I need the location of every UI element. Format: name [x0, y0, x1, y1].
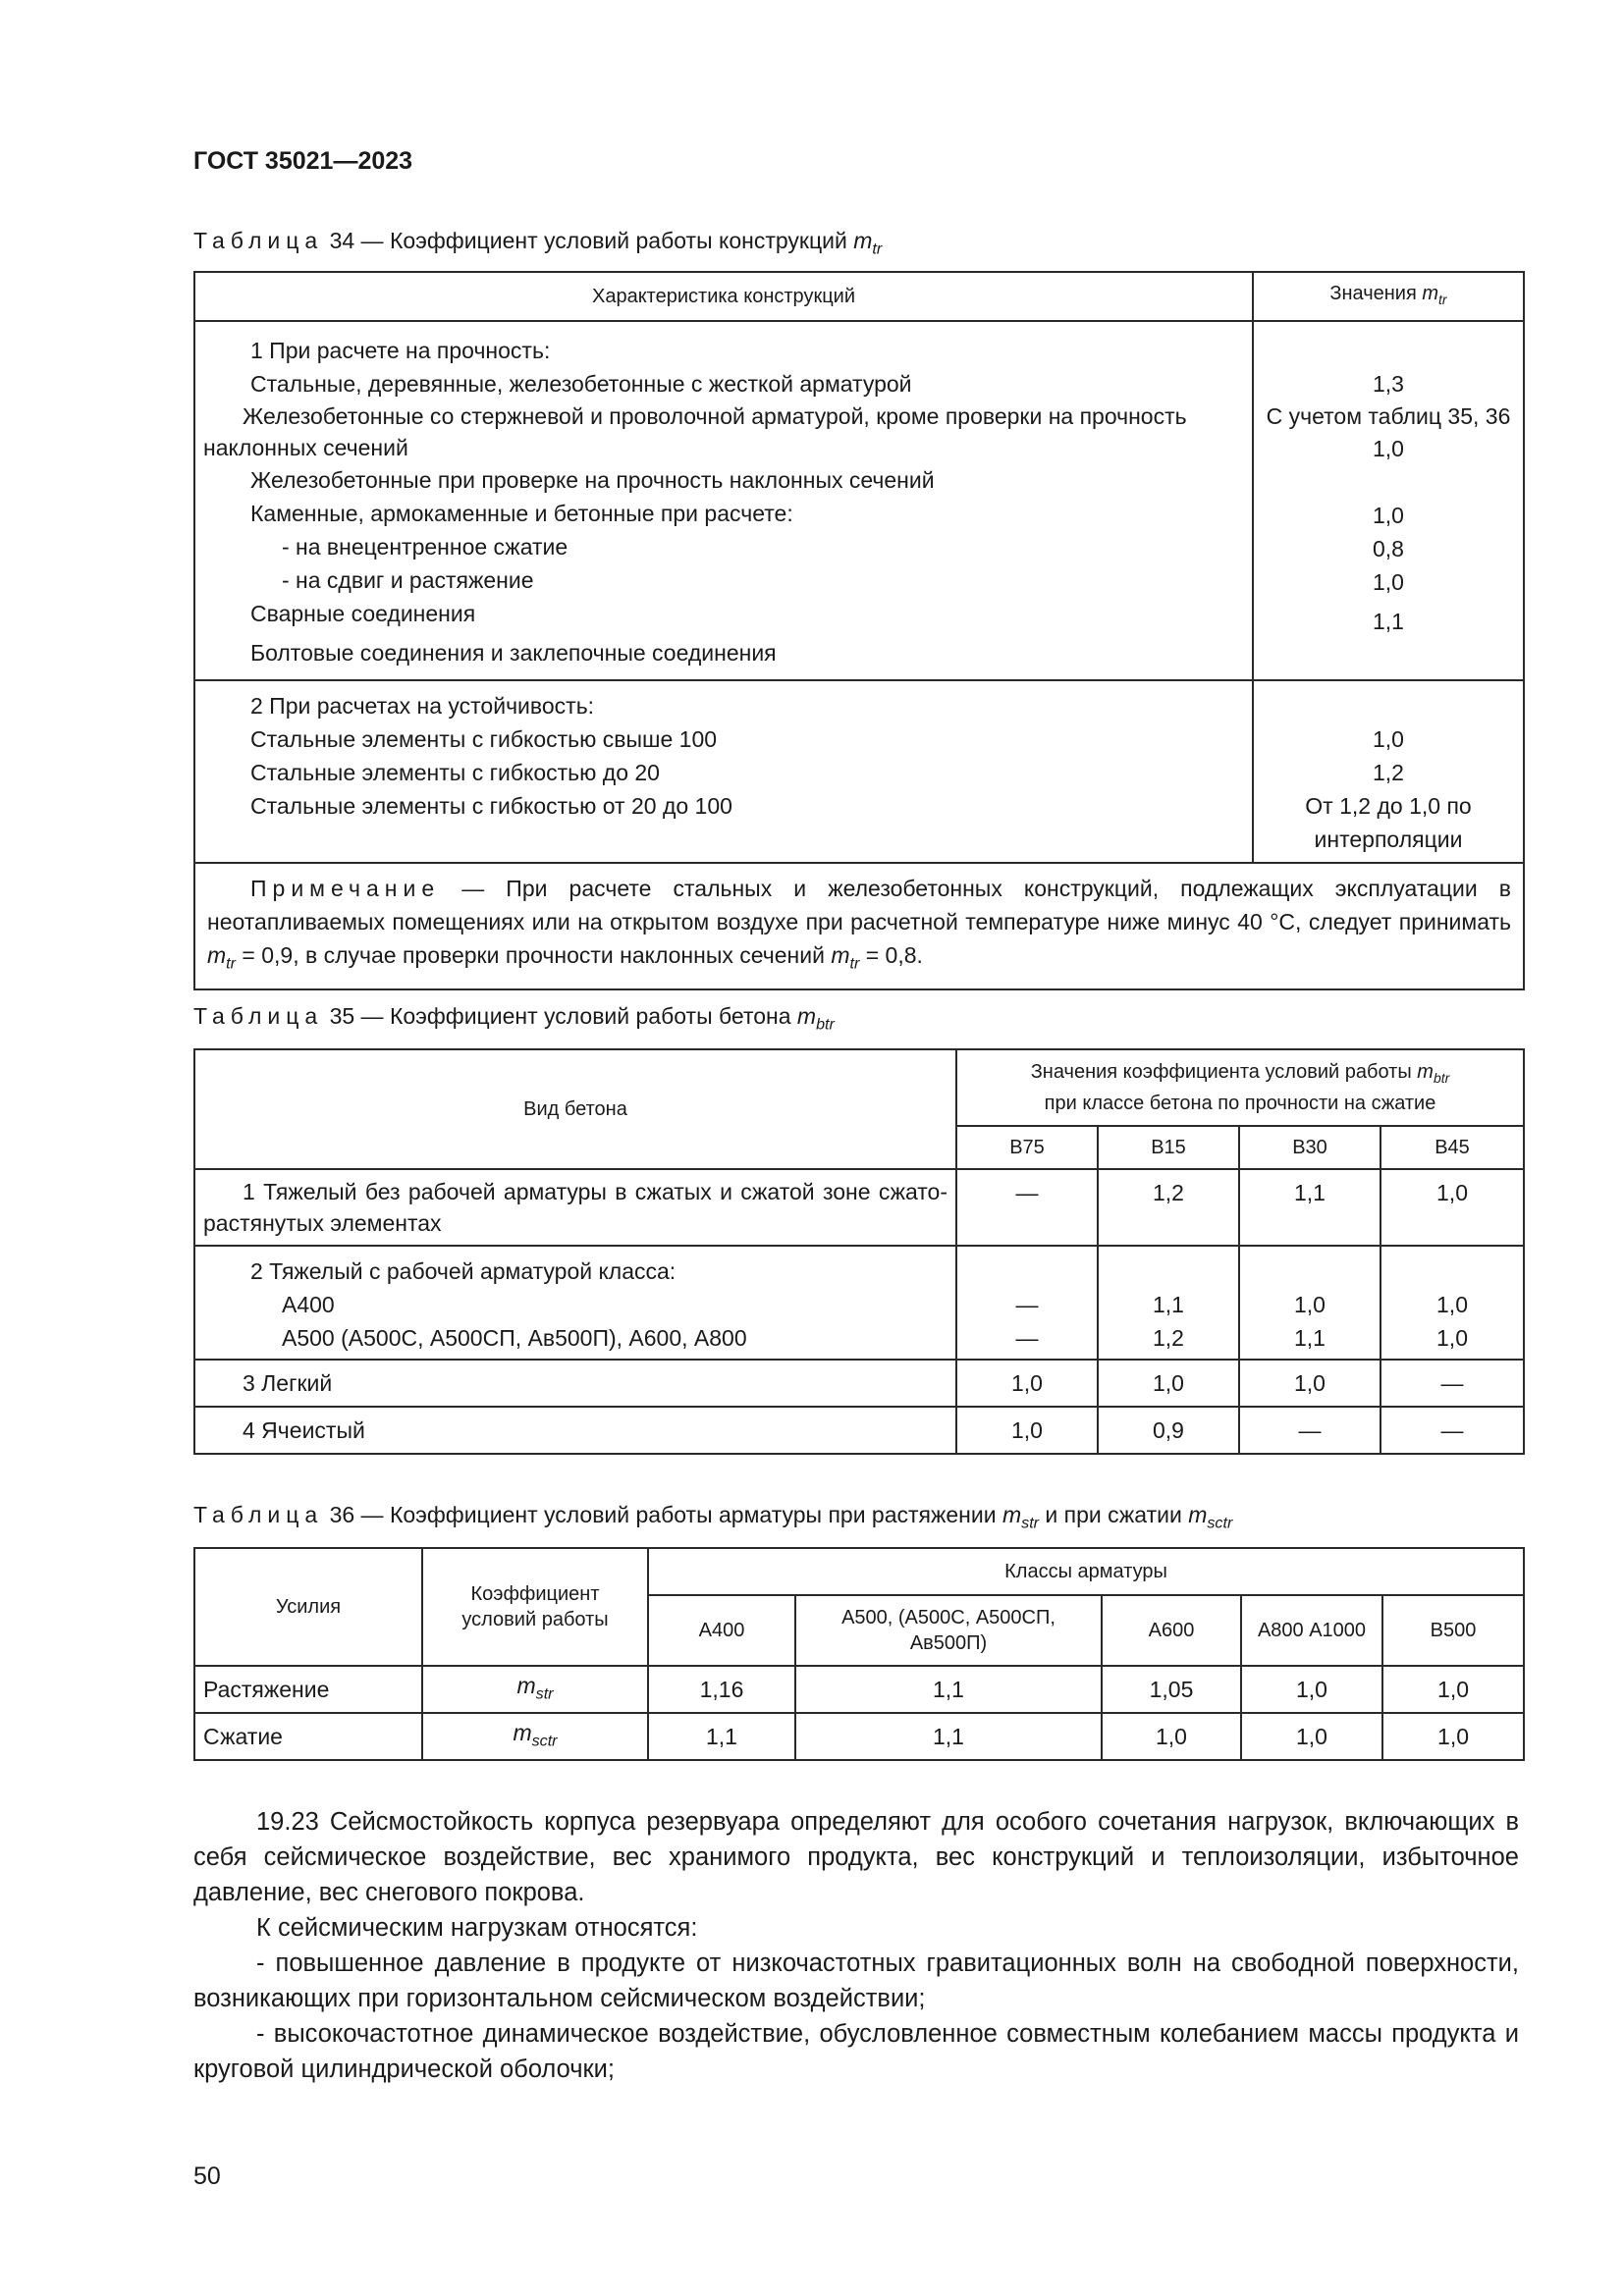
table-36: Усилия Коэффициент условий работы Классы арматуры А400 А500, (А500С, А500СП, Ав500П) А600 А800 А1000 В500 Растяжение $m_{str}$ 1,16 1,1 1,05 1,0 1,0 Сжатие $m_{sctr}$ 1,1 1,1 1,0 1,0 1,0 [193, 1547, 1525, 1761]
table-34-caption-text: 34 — Коэффициент условий работы конструкций [329, 228, 847, 253]
table-35-row-1: 1 Тяжелый без рабочей арматуры в сжатых и сжатой зоне сжато-растянутых элементах [194, 1169, 956, 1246]
table-35-row-3: 3 Легкий [194, 1360, 956, 1407]
table-34-caption: Таблица 34 — Коэффициент условий работы конструкций $m_{tr}$ [193, 228, 883, 258]
table-36-header-coef: Коэффициент условий работы [422, 1548, 648, 1666]
paragraph-19-23: 19.23 Сейсмостойкость корпуса резервуара определяют для особого сочетания нагрузок, включающих в себя сейсмическое воздействие, вес хранимого продукта, вес конструкций и теплоизоляции, избыточное давление, вес снегового покрова. [193, 1808, 1519, 1906]
table-36-header-force: Усилия [194, 1548, 422, 1666]
table-35: Вид бетона Значения коэффициента условий работы $m_{btr}$ при классе бетона по прочности на сжатие В75 В15 В30 В45 1 Тяжелый без рабочей арматуры в сжатых и сжатой зоне сжато-растянутых элементах — 1,2 1,1 1,0 2 Тяжелый с рабочей арматурой класса: А400 А500 (А500С, А500СП, Ав500П), А600, А800 — — 1,1 1,2 1,0 1,1 1,0 1,0 3 Легкий 1,0 1,0 1,0 — 4 Ячеистый 1,0 0,9 — — [193, 1048, 1525, 1455]
table-35-header-values: Значения коэффициента условий работы $m_{btr}$ при классе бетона по прочности на сжатие [956, 1049, 1524, 1126]
table-row: Сжатие $m_{sctr}$ 1,1 1,1 1,0 1,0 1,0 [194, 1713, 1524, 1760]
table-34-group-1-values: 1,3 С учетом таблиц 35, 36 1,0 1,0 0,8 1,0 1,1 [1253, 321, 1524, 680]
table-35-row-2: 2 Тяжелый с рабочей арматурой класса: А400 А500 (А500С, А500СП, Ав500П), А600, А800 [194, 1246, 956, 1360]
paragraph-high-frequency: - высокочастотное динамическое воздействие, обусловленное совместным колебанием массы продукта и круговой цилиндрической оболочки; [193, 2020, 1519, 2083]
paragraph-seismic-loads: К сейсмическим нагрузкам относятся: [256, 1914, 698, 1942]
table-34-header-characteristic: Характеристика конструкций [194, 272, 1253, 321]
table-34-note: Примечание — При расчете стальных и железобетонных конструкций, подлежащих эксплуатации в неотапливаемых помещениях или на открытом воздухе при расчетной температуре ниже минус 40 °С, следует принимать $m_{tr} = 0,9$, в случае проверки прочности наклонных сечений $m_{tr} = 0,8$. [194, 863, 1524, 989]
document-header: ГОСТ 35021—2023 [193, 147, 413, 175]
body-text [193, 1804, 1519, 2087]
table-35-header-type: Вид бетона [194, 1049, 956, 1169]
paragraph-low-frequency: - повышенное давление в продукте от низкочастотных гравитационных волн на свободной поверхности, возникающих при горизонтальном сейсмическом воздействии; [193, 1949, 1519, 2012]
page-number: 50 [193, 2163, 221, 2190]
table-35-caption: Таблица 35 — Коэффициент условий работы бетона $m_{btr}$ [193, 1003, 835, 1034]
class-b45: В45 [1380, 1126, 1524, 1169]
class-b15: В15 [1098, 1126, 1239, 1169]
table-row: Растяжение $m_{str}$ 1,16 1,1 1,05 1,0 1,0 [194, 1666, 1524, 1713]
table-35-row-4: 4 Ячеистый [194, 1407, 956, 1454]
class-b30: В30 [1239, 1126, 1380, 1169]
table-36-caption: Таблица 36 — Коэффициент условий работы арматуры при растяжении $m_{str}$ и при сжатии $m_{sctr}$ [193, 1502, 1233, 1532]
table-34-group-2-values: 1,0 1,2 От 1,2 до 1,0 по интерполяции [1253, 680, 1524, 863]
table-36-header-classes: Классы арматуры [648, 1548, 1524, 1595]
table-34 [193, 271, 1525, 990]
class-b75: В75 [956, 1126, 1098, 1169]
note-label: Примечание [250, 876, 441, 901]
table-34-group-1-text: 1 При расчете на прочность: Стальные, деревянные, железобетонные с жесткой арматурой Железобетонные со стержневой и проволочной арматурой, кроме проверки на прочность наклонных сечений Железобетонные при проверке на прочность наклонных сечений Каменные, армокаменные и бетонные при расчете: - на внецентренное сжатие - на сдвиг и растяжение Сварные соединения Болтовые соединения и заклепочные соединения [194, 321, 1253, 680]
table-34-caption-prefix: Таблица [193, 228, 324, 253]
table-34-group-2-text: 2 При расчетах на устойчивость: Стальные элементы с гибкостью свыше 100 Стальные элементы с гибкостью до 20 Стальные элементы с гибкостью от 20 до 100 [194, 680, 1253, 863]
table-34-header-values: Значения $m_{tr}$ [1253, 272, 1524, 321]
